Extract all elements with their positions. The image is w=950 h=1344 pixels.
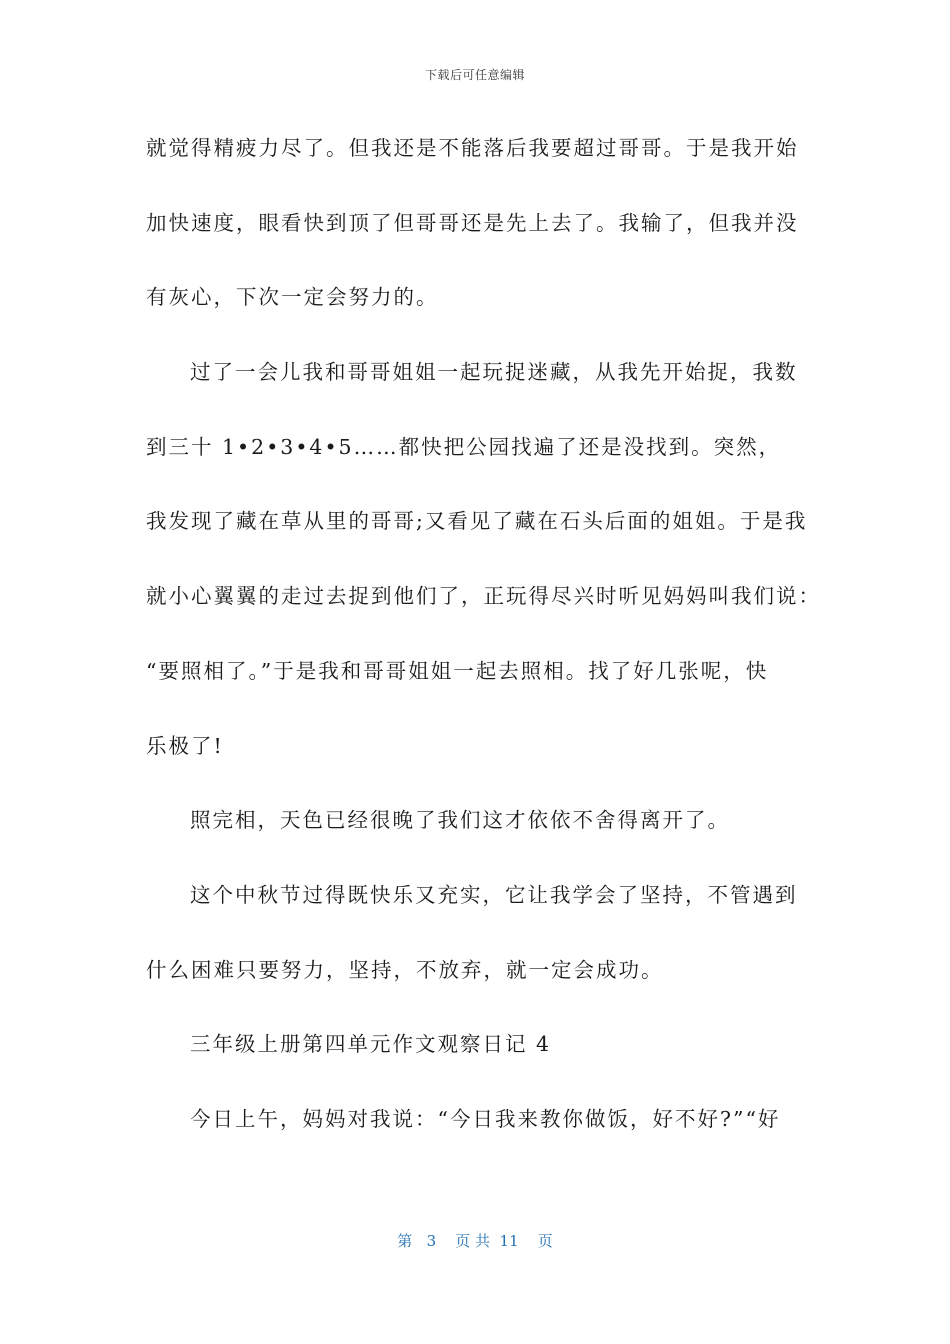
- total-pages-number: 11: [499, 1232, 519, 1250]
- text-line: 过了一会儿我和哥哥姐姐一起玩捉迷藏，从我先开始捉，我数: [190, 360, 798, 385]
- text-line: 有灰心，下次一定会努力的。: [146, 285, 439, 310]
- text-line: 我发现了藏在草从里的哥哥;又看见了藏在石头后面的姐姐。于是我: [146, 509, 808, 534]
- text-line: “要照相了。”于是我和哥哥姐姐一起去照相。找了好几张呢，快: [146, 658, 769, 683]
- page-footer: [0, 1230, 950, 1251]
- footer-suffix: 页: [537, 1232, 553, 1250]
- current-page-number: 3: [426, 1232, 437, 1250]
- text-line: 什么困难只要努力，坚持，不放弃，就一定会成功。: [146, 957, 664, 982]
- text-line: 今日上午，妈妈对我说：“今日我来教你做饭，好不好?”“好: [190, 1106, 781, 1131]
- text-line: 照完相，天色已经很晚了我们这才依依不舍得离开了。: [190, 808, 730, 833]
- footer-prefix: 第: [397, 1232, 413, 1250]
- text-line: 就觉得精疲力尽了。但我还是不能落后我要超过哥哥。于是我开始: [146, 136, 799, 160]
- text-line: 加快速度，眼看快到顶了但哥哥还是先上去了。我输了，但我并没: [146, 210, 799, 235]
- text-line: 到三十 1•2•3•4•5……都快把公园找遍了还是没找到。突然，: [146, 434, 782, 459]
- text-line: 这个中秋节过得既快乐又充实，它让我学会了坚持，不管遇到: [190, 882, 798, 907]
- page-header-note: 下载后可任意编辑: [424, 68, 525, 82]
- section-heading: 三年级上册第四单元作文观察日记 4: [190, 1032, 552, 1057]
- text-line: 乐极了!: [146, 733, 224, 758]
- text-line: 就小心翼翼的走过去捉到他们了，正玩得尽兴时听见妈妈叫我们说：: [146, 584, 821, 609]
- footer-middle: 页 共: [455, 1232, 490, 1250]
- document-body: [146, 128, 821, 1174]
